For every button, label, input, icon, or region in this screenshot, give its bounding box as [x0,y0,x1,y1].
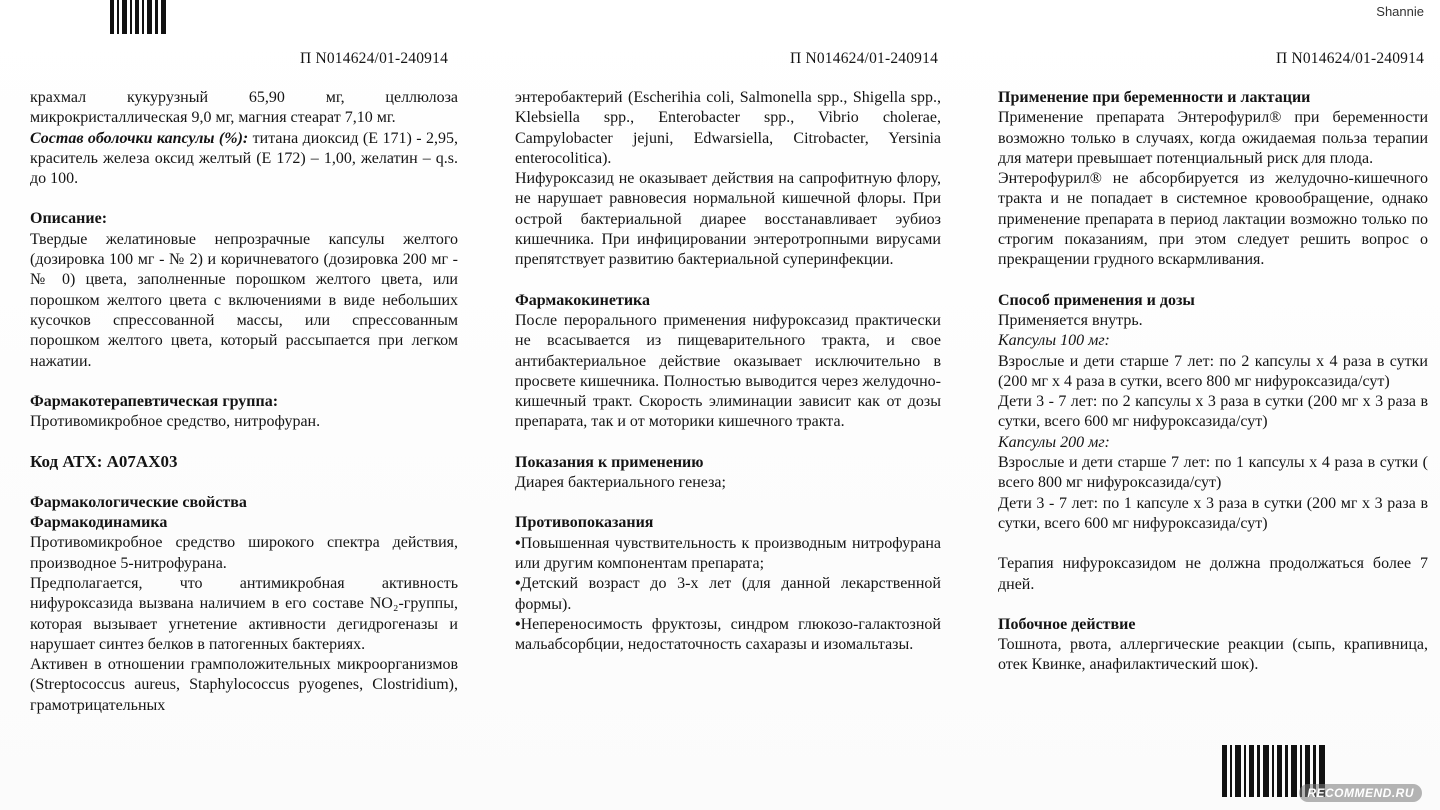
indications-heading: Показания к применению [515,453,704,471]
contraindication-item: • Детский возраст до 3-х лет (для данной лекарственной формы). [515,574,941,615]
pharmacokinetics-text: После перорального применения нифуроксазид практически не всасывается из пищеварительного тракта, и свое антибактериальное действие оказывает исключительно в просвете кишечника. Полностью выводится через желудочно-кишечный тракт. Скорость элиминации зависит как от дозы препарата, так и от моторики кишечного тракта. [515,311,941,431]
capsules-200-child: Дети 3 - 7 лет: по 1 капсуле х 3 раза в сутки (200 мг х 3 раза в сутки, всего 600 мг нифуроксазида/сут) [998,494,1428,532]
pharmacodynamics-heading: Фармакодинамика [30,514,168,532]
registration-number-3: П N014624/01-240914 [1276,50,1425,67]
shell-label: Состав оболочки капсулы (%): [30,129,249,147]
pharmacotherapeutic-group-text: Противомикробное средство, нитрофуран. [30,413,321,431]
side-effects-heading: Побочное действие [998,615,1136,633]
column-3 [998,88,1428,676]
capsules-100-label: Капсулы 100 мг: [998,332,1110,350]
bacteria-list-text: энтеробактерий (Escherihia coli, Salmonella spp., Shigella spp., Klebsiella spp., Enterobacter spp., Vibrio cholerae, Campylobacter jejuni, Edwarsiella, Citrobacter, Yersinia enterocolitica). [515,89,941,167]
capsules-100-adult: Взрослые и дети старше 7 лет: по 2 капсулы х 4 раза в сутки (200 мг х 4 раза в сутки, всего 800 мг нифуроксазида/сут) [998,352,1428,390]
column-1 [30,88,458,716]
dosage-intro: Применяется внутрь. [998,311,1143,329]
pharmacodynamics-text-1: Противомикробное средство широкого спектра действия, производное 5-нитрофурана. [30,534,458,572]
column-2 [515,88,941,655]
pharmacological-properties-heading: Фармакологические свойства [30,493,247,511]
contraindication-item: • Повышенная чувствительность к производным нитрофурана или другим компонентам препарата; [515,534,941,575]
side-effects-text: Тошнота, рвота, аллергические реакции (сыпь, крапивница, отек Квинке, анафилактический шок). [998,636,1428,674]
description-text: Твердые желатиновые непрозрачные капсулы желтого (дозировка 100 мг - № 2) и коричневатого (дозировка 200 мг - № 0) цвета, заполненные порошком желтого цвета, или порошком желтого цвета с включениями в виде небольших кусочков спрессованной массы, или спрессованным порошком желтого цвета, который рассыпается при легком нажатии. [30,230,458,370]
composition-text: крахмал кукурузный 65,90 мг, целлюлоза микрокристаллическая 9,0 мг, магния стеарат 7,10 мг. [30,89,458,127]
pregnancy-heading: Применение при беременности и лактации [998,89,1311,106]
atc-code: Код АТХ: А07АХ03 [30,452,178,472]
contraindications-heading: Противопоказания [515,514,654,532]
username-label: Shannie [1376,4,1424,19]
pharmacodynamics-text-3: Активен в отношении грамположительных микроорганизмов (Streptococcus aureus, Staphylococcus pyogenes, Clostridium), грамотрицательных [30,656,458,714]
pharmacodynamics-text-2: Предполагается, что антимикробная активность нифуроксазида вызвана наличием в его составе NO₂-группы, которая вызывает угнетение активности дегидрогеназы и нарушает синтез белков в патогенных бактериях. [30,574,458,653]
pregnancy-text-1: Применение препарата Энтерофурил® при беременности возможно только в случаях, когда ожидаемая польза терапии для матери превышает потенциальный риск для плода. [998,109,1428,167]
barcode-top [110,0,168,34]
description-heading: Описание: [30,210,108,228]
capsules-100-child: Дети 3 - 7 лет: по 2 капсулы х 3 раза в сутки (200 мг х 3 раза в сутки, всего 600 мг нифуроксазида/сут) [998,393,1428,431]
pharmacotherapeutic-group-heading: Фармакотерапевтическая группа: [30,392,279,410]
registration-number-2: П N014624/01-240914 [790,50,939,67]
pharmacokinetics-heading: Фармакокинетика [515,291,651,309]
indications-text: Диарея бактериального генеза; [515,474,726,492]
registration-number-1: П N014624/01-240914 [300,50,449,67]
shell-composition [30,129,458,190]
therapy-duration-text: Терапия нифуроксазидом не должна продолжаться более 7 дней. [998,555,1428,593]
shell-text: титана диоксид (Е 171) - 2,95, краситель железа оксид желтый (Е 172) – 1,00, желатин – q.s. до 100. [30,129,458,188]
contraindication-item: • Непереносимость фруктозы, синдром глюкозо-галактозной мальабсорбции, недостаточность сахаразы и изомальтазы. [515,615,941,656]
watermark: RECOMMEND.RU [1299,784,1422,802]
capsules-200-label: Капсулы 200 мг: [998,433,1110,451]
capsules-200-adult: Взрослые и дети старше 7 лет: по 1 капсулы х 4 раза в сутки ( всего 800 мг нифуроксазида/сут) [998,454,1428,492]
pregnancy-text-2: Энтерофурил® не абсорбируется из желудочно-кишечного тракта и не попадает в системное кровообращение, однако применение препарата в период лактации возможно только по строгим показаниям, при этом следует решить вопрос о прекращении грудного вскармливания. [998,170,1428,269]
flora-text: Нифуроксазид не оказывает действия на сапрофитную флору, не нарушает равновесия нормальной кишечной флоры. При острой бактериальной диарее восстанавливает эубиоз кишечника. При инфицировании энтеротропными вирусами препятствует развитию бактериальной суперинфекции. [515,170,941,269]
dosage-heading: Способ применения и дозы [998,291,1195,309]
